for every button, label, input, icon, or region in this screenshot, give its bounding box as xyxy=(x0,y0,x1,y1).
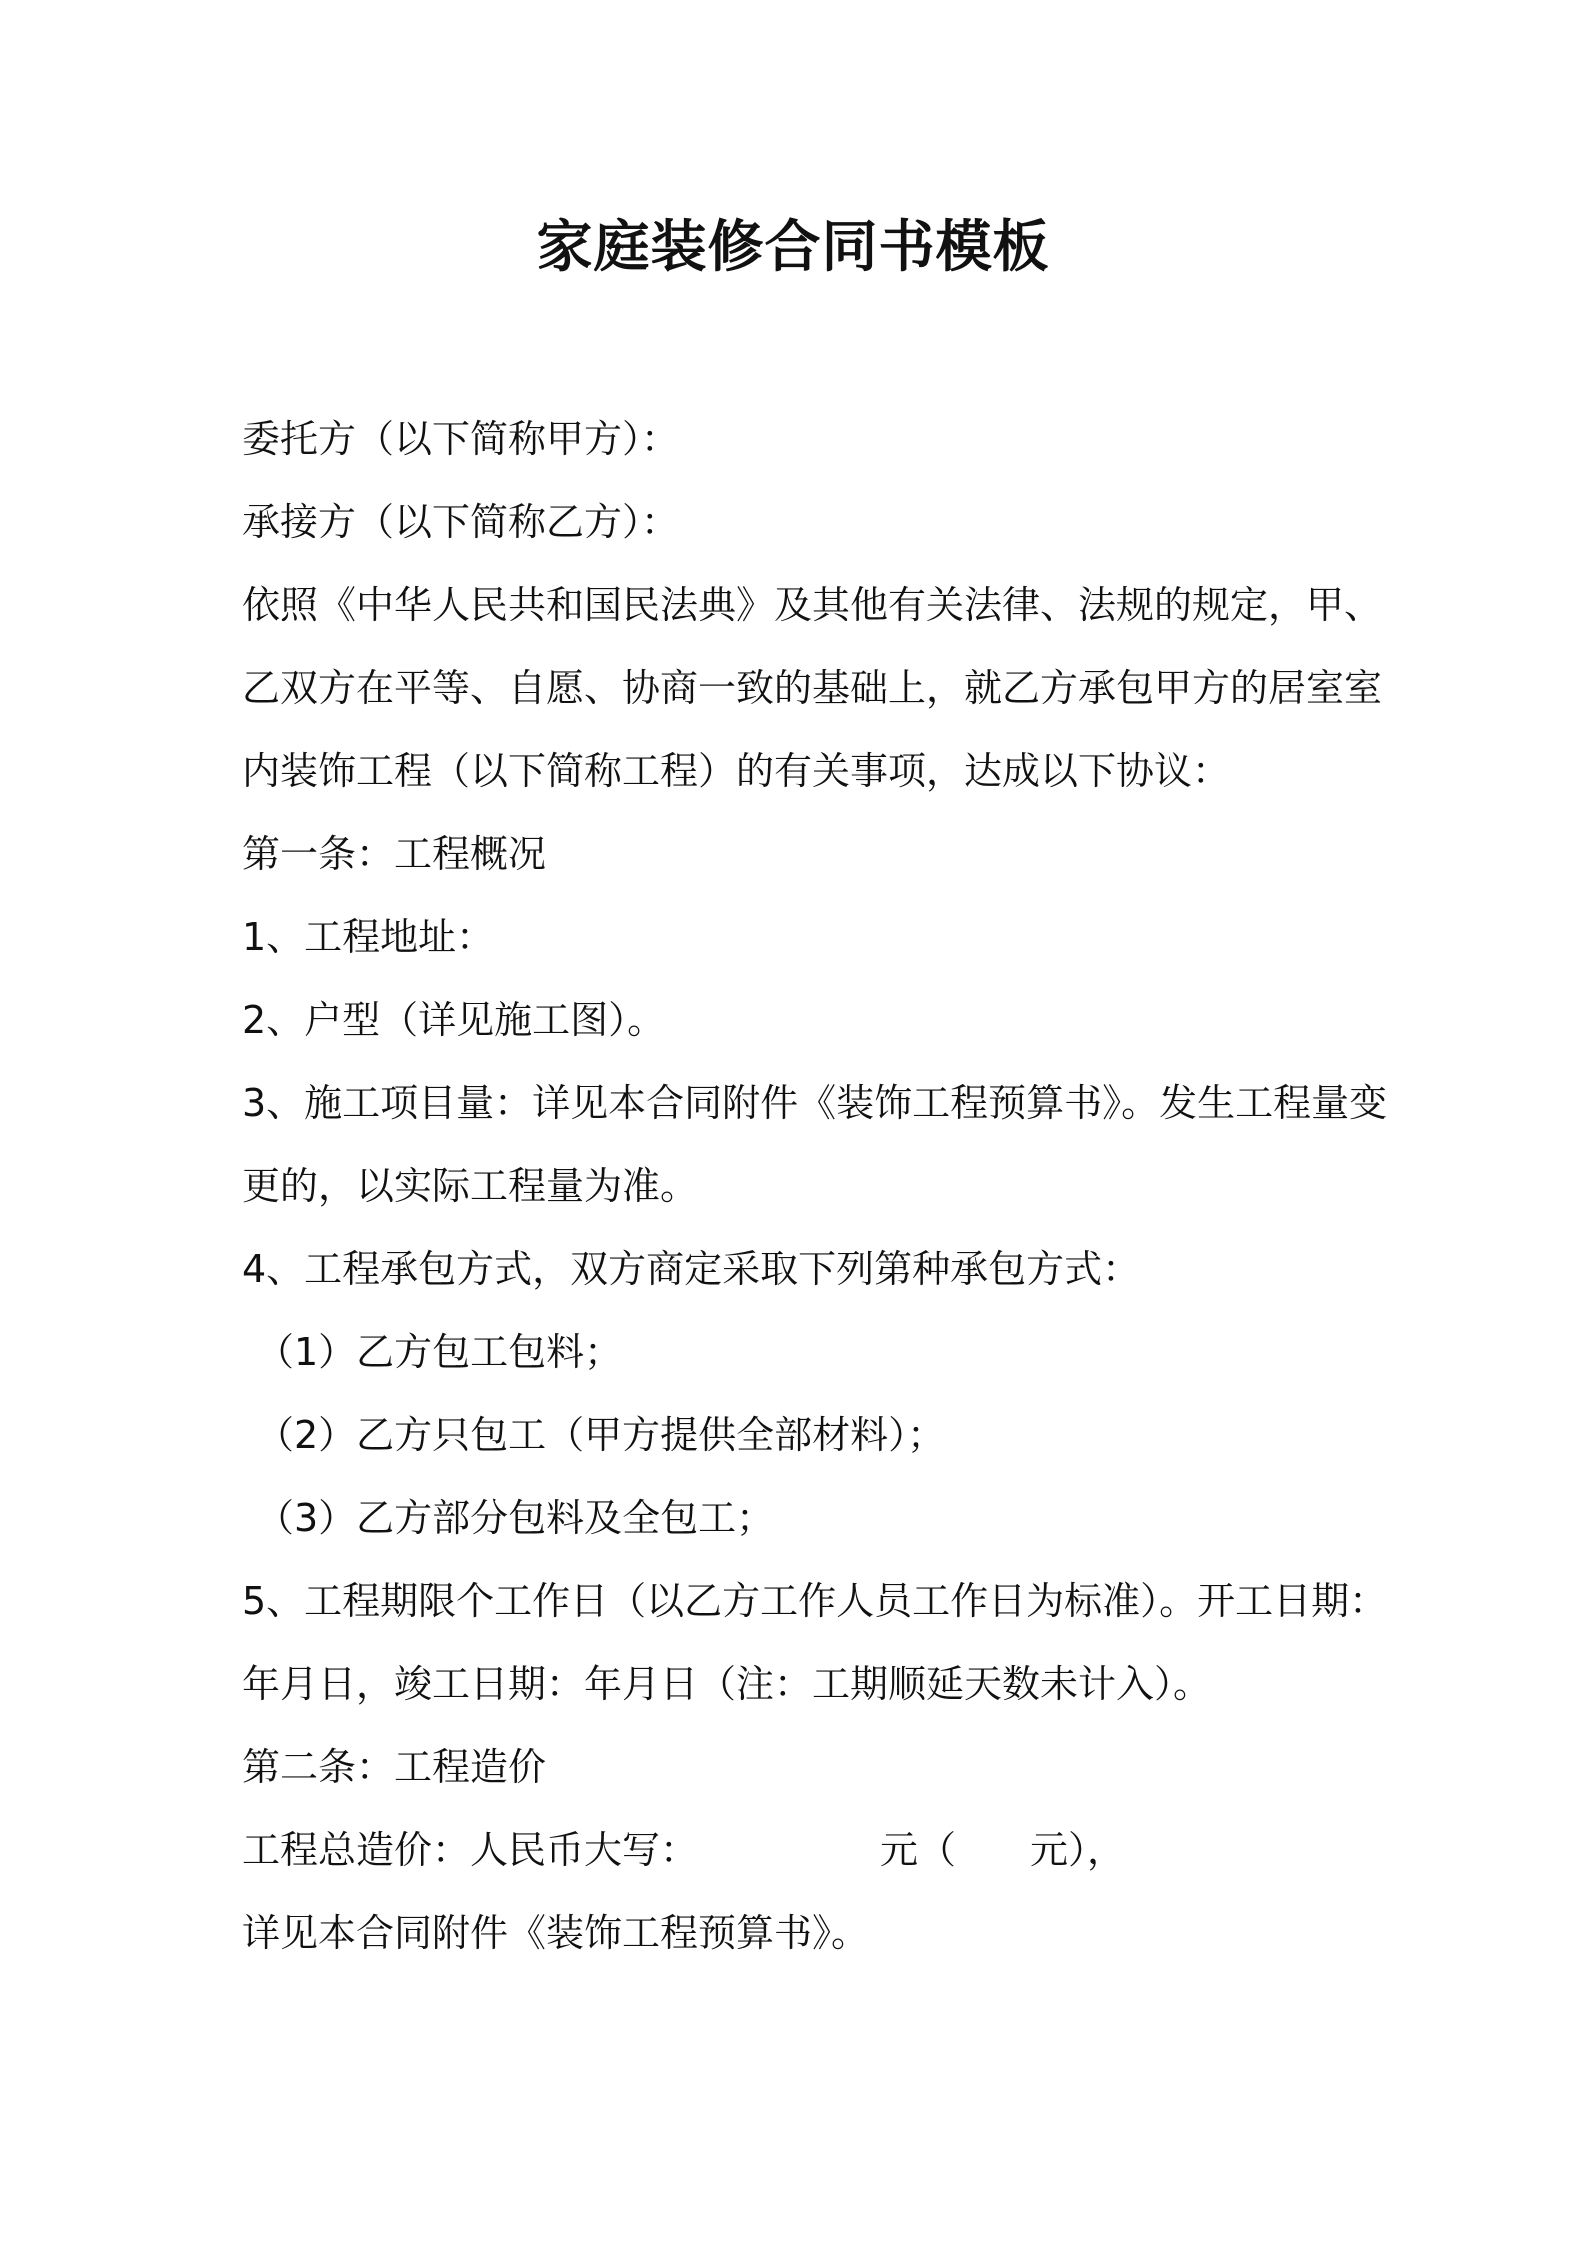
total-price-label: 工程总造价：人民币大写： xyxy=(242,1828,699,1872)
option-2: （2）乙方只包工（甲方提供全部材料）； xyxy=(256,1413,946,1457)
clause-3-scope-line-2: 更的，以实际工程量为准。 xyxy=(242,1164,699,1208)
preamble-line-3: 内装饰工程（以下简称工程）的有关事项，达成以下协议： xyxy=(242,749,1231,793)
document-body xyxy=(242,398,1388,1975)
document-title: 家庭装修合同书模板 xyxy=(536,215,1050,280)
party-a-line: 委托方（以下简称甲方）： xyxy=(242,417,680,461)
party-b-line: 承接方（以下简称乙方）： xyxy=(242,500,680,544)
option-3: （3）乙方部分包料及全包工； xyxy=(256,1496,775,1540)
price-unit-upper: 元（ xyxy=(880,1828,957,1872)
total-price-line xyxy=(242,1809,1362,1892)
clause-4-contract-mode: 4、工程承包方式，双方商定采取下列第种承包方式： xyxy=(242,1247,1141,1291)
preamble-line-1: 依照《中华人民共和国民法典》及其他有关法律、法规的规定，甲、 xyxy=(242,583,1383,627)
clause-3-scope-line-1: 3、施工项目量：详见本合同附件《装饰工程预算书》。发生工程量变 xyxy=(242,1081,1388,1125)
article-2-heading: 第二条：工程造价 xyxy=(242,1745,547,1789)
budget-reference-line: 详见本合同附件《装饰工程预算书》。 xyxy=(242,1911,870,1955)
clause-1-address: 1、工程地址： xyxy=(242,915,495,959)
clause-5-duration-line-2: 年月日，竣工日期：年月日（注：工期顺延天数未计入）。 xyxy=(242,1662,1212,1706)
clause-2-layout: 2、户型（详见施工图）。 xyxy=(242,998,666,1042)
clause-5-duration-line-1: 5、工程期限个工作日（以乙方工作人员工作日为标准）。开工日期： xyxy=(242,1579,1388,1623)
article-1-heading: 第一条：工程概况 xyxy=(242,832,547,876)
option-1: （1）乙方包工包料； xyxy=(256,1330,623,1374)
price-unit-lower: 元）， xyxy=(1030,1828,1126,1872)
preamble-line-2: 乙双方在平等、自愿、协商一致的基础上，就乙方承包甲方的居室室 xyxy=(242,666,1383,710)
